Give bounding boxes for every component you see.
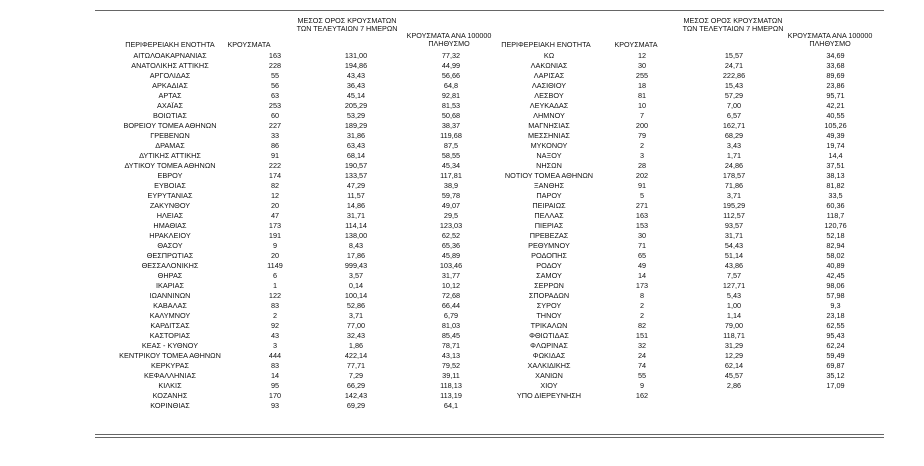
table-cell-cases: 3: [272, 341, 278, 350]
table-cell-avg: 45,14: [346, 91, 366, 100]
table-cell-per100k: 82,94: [826, 241, 845, 250]
table-cell-avg: 100,14: [344, 291, 368, 300]
table-cell-cases: 170: [268, 391, 282, 400]
table-cell-avg: 71,86: [724, 181, 744, 190]
table-cell-avg: 5,43: [726, 291, 742, 300]
table-cell-avg: 142,43: [344, 391, 368, 400]
table-cell-name: ΣΕΡΡΩΝ: [534, 281, 564, 290]
table-cell-cases: 153: [635, 221, 649, 230]
table-cell-cases: 1149: [267, 261, 283, 270]
table-cell-per100k: 85,45: [441, 331, 461, 340]
table-cell-name: ΝΑΞΟΥ: [536, 151, 562, 160]
table-cell-cases: 162: [635, 391, 649, 400]
table-cell-avg: 43,43: [346, 71, 366, 80]
table-cell-cases: 82: [270, 181, 280, 190]
table-cell-name: ΕΥΒΟΙΑΣ: [154, 181, 186, 190]
table-cell-avg: 45,57: [724, 371, 744, 380]
table-cell-cases: 151: [635, 331, 649, 340]
right-table-body: [495, 51, 884, 401]
table-cell-name: ΠΕΛΛΑΣ: [534, 211, 564, 220]
table-cell-cases: 30: [637, 231, 647, 240]
table-cell-cases: 174: [268, 171, 282, 180]
table-cell-per100k: 81,82: [826, 181, 845, 190]
table-cell-avg: 7,29: [348, 371, 364, 380]
table-cell-cases: 30: [637, 61, 647, 70]
table-cell-per100k: 59,78: [441, 191, 461, 200]
table-cell-name: ΘΗΡΑΣ: [157, 271, 183, 280]
table-cell-per100k: 38,13: [826, 171, 845, 180]
header-avg7-left: ΜΕΣΟΣ ΟΡΟΣ ΚΡΟΥΣΜΑΤΩΝ ΤΩΝ ΤΕΛΕΥΤΑΙΩΝ 7 ΗΜΕΡΩΝ: [296, 16, 398, 33]
table-cell-name: ΚΑΛΥΜΝΟΥ: [149, 311, 191, 320]
table-cell-name: ΔΥΤΙΚΗΣ ΑΤΤΙΚΗΣ: [139, 151, 201, 160]
table-cell-name: ΙΩΑΝΝΙΝΩΝ: [149, 291, 191, 300]
table-cell-per100k: 31,77: [441, 271, 461, 280]
table-cell-cases: 1: [272, 281, 278, 290]
header-cases-left: ΚΡΟΥΣΜΑΤΑ: [227, 40, 271, 49]
table-cell-per100k: 6,79: [443, 311, 459, 320]
table-cell-cases: 8: [639, 291, 645, 300]
table-cell-name: ΞΑΝΘΗΣ: [533, 181, 565, 190]
table-cell-cases: 43: [270, 331, 280, 340]
table-cell-cases: 60: [270, 111, 280, 120]
table-cell-avg: 1,14: [726, 311, 742, 320]
header-region-right: ΠΕΡΙΦΕΡΕΙΑΚΗ ΕΝΟΤΗΤΑ: [501, 40, 591, 49]
table-cell-avg: 52,86: [346, 301, 366, 310]
table-cell-per100k: 118,7: [826, 211, 845, 220]
table-cell-cases: 228: [268, 61, 282, 70]
table-cell-avg: 31,71: [346, 211, 366, 220]
table-cell-cases: 92: [270, 321, 280, 330]
table-cell-per100k: 42,21: [826, 101, 845, 110]
table-cell-avg: 54,43: [724, 241, 744, 250]
table-cell-per100k: 117,81: [440, 171, 462, 180]
table-cell-name: ΘΕΣΠΡΩΤΙΑΣ: [146, 251, 194, 260]
table-cell-cases: 253: [268, 101, 282, 110]
table-cell-per100k: 66,44: [441, 301, 461, 310]
table-cell-name: ΒΟΡΕΙΟΥ ΤΟΜΕΑ ΑΘΗΝΩΝ: [123, 121, 217, 130]
table-cell-avg: 2,86: [726, 381, 742, 390]
table-cell-cases: 2: [639, 141, 645, 150]
header-region-left: ΠΕΡΙΦΕΡΕΙΑΚΗ ΕΝΟΤΗΤΑ: [125, 40, 215, 49]
table-cell-name: ΧΑΛΚΙΔΙΚΗΣ: [527, 361, 571, 370]
table-cell-name: ΦΩΚΙΔΑΣ: [532, 351, 566, 360]
table-cell-per100k: 40,89: [826, 261, 845, 270]
table-cell-avg: 36,43: [346, 81, 366, 90]
table-cell-cases: 14: [270, 371, 280, 380]
table-cell-per100k: 42,45: [826, 271, 845, 280]
table-cell-cases: 9: [639, 381, 645, 390]
header-per100k-right: ΚΡΟΥΣΜΑΤΑ ΑΝΑ 100000 ΠΛΗΘΥΣΜΟ: [787, 31, 873, 48]
table-cell-cases: 49: [637, 261, 647, 270]
table-cell-name: ΛΑΚΩΝΙΑΣ: [530, 61, 568, 70]
table-cell-per100k: 40,55: [826, 111, 845, 120]
table-cell-name: ΜΕΣΣΗΝΙΑΣ: [528, 131, 570, 140]
table-cell-per100k: 92,81: [441, 91, 461, 100]
table-cell-per100k: 113,19: [440, 391, 462, 400]
table-cell-avg: 194,86: [344, 61, 368, 70]
table-cell-name: ΗΡΑΚΛΕΙΟΥ: [149, 231, 191, 240]
table-cell-name: ΜΑΓΝΗΣΙΑΣ: [528, 121, 570, 130]
left-table-body: [95, 51, 495, 411]
table-cell-cases: 93: [270, 401, 280, 410]
bottom-rule-double: [95, 437, 884, 438]
top-rule: [95, 10, 884, 11]
table-cell-cases: 95: [270, 381, 280, 390]
table-cell-avg: 68,14: [346, 151, 366, 160]
table-cell-per100k: 49,07: [441, 201, 461, 210]
table-cell-name: ΚΕΝΤΡΙΚΟΥ ΤΟΜΕΑ ΑΘΗΝΩΝ: [119, 351, 221, 360]
table-cell-name: ΚΑΣΤΟΡΙΑΣ: [149, 331, 191, 340]
table-cell-cases: 163: [268, 51, 282, 60]
table-cell-per100k: 81,53: [441, 101, 461, 110]
table-cell-avg: 8,43: [348, 241, 364, 250]
table-cell-avg: 24,86: [724, 161, 744, 170]
table-cell-avg: 422,14: [344, 351, 368, 360]
table-cell-avg: 195,29: [722, 201, 746, 210]
table-cell-avg: 3,71: [726, 191, 742, 200]
table-cell-avg: 7,00: [726, 101, 742, 110]
table-cell-per100k: 52,18: [826, 231, 845, 240]
table-cell-per100k: 62,24: [826, 341, 845, 350]
table-cell-avg: 14,86: [346, 201, 366, 210]
table-cell-name: ΚΟΖΑΝΗΣ: [152, 391, 188, 400]
table-cell-cases: 82: [637, 321, 647, 330]
table-cell-name: ΔΡΑΜΑΣ: [155, 141, 185, 150]
table-cell-avg: 190,57: [344, 161, 368, 170]
table-cell-per100k: 72,68: [441, 291, 461, 300]
table-cell-cases: 10: [637, 101, 647, 110]
table-cell-avg: 114,14: [345, 221, 367, 230]
table-cell-name: ΚΙΛΚΙΣ: [158, 381, 182, 390]
table-cell-cases: 20: [270, 251, 280, 260]
table-cell-avg: 133,57: [344, 171, 368, 180]
table-cell-per100k: 50,68: [441, 111, 461, 120]
table-cell-cases: 255: [635, 71, 649, 80]
table-cell-avg: 93,57: [724, 221, 744, 230]
table-cell-per100k: 19,74: [826, 141, 845, 150]
table-cell-avg: 63,43: [346, 141, 366, 150]
table-cell-cases: 83: [270, 301, 280, 310]
table-cell-avg: 32,43: [346, 331, 366, 340]
table-cell-name: ΚΟΡΙΝΘΙΑΣ: [150, 401, 190, 410]
table-cell-avg: 7,57: [726, 271, 742, 280]
table-cell-avg: 1,00: [726, 301, 742, 310]
table-cell-name: ΛΗΜΝΟΥ: [533, 111, 565, 120]
table-cell-name: ΧΑΝΙΩΝ: [535, 371, 563, 380]
table-cell-name: ΡΟΔΟΥ: [536, 261, 562, 270]
table-cell-cases: 32: [637, 341, 647, 350]
table-cell-cases: 56: [270, 81, 280, 90]
cases-table: [95, 14, 884, 432]
table-cell-per100k: 98,06: [826, 281, 845, 290]
table-cell-per100k: 79,52: [441, 361, 461, 370]
table-cell-per100k: 10,12: [441, 281, 461, 290]
table-cell-per100k: 35,12: [826, 371, 845, 380]
table-cell-name: ΚΑΒΑΛΑΣ: [153, 301, 187, 310]
table-cell-name: ΔΥΤΙΚΟΥ ΤΟΜΕΑ ΑΘΗΝΩΝ: [124, 161, 216, 170]
table-cell-name: ΚΕΡΚΥΡΑΣ: [150, 361, 190, 370]
table-cell-per100k: 103,46: [439, 261, 463, 270]
table-cell-avg: 1,86: [348, 341, 364, 350]
table-cell-per100k: 77,32: [441, 51, 461, 60]
table-cell-cases: 12: [637, 51, 647, 60]
table-cell-avg: 189,29: [344, 121, 368, 130]
table-cell-per100k: 29,5: [443, 211, 459, 220]
table-cell-avg: 47,29: [346, 181, 366, 190]
table-cell-cases: 86: [270, 141, 280, 150]
table-cell-name: ΑΡΓΟΛΙΔΑΣ: [149, 71, 191, 80]
table-cell-avg: 127,71: [722, 281, 746, 290]
table-cell-avg: 66,29: [346, 381, 366, 390]
table-cell-cases: 20: [270, 201, 280, 210]
table-cell-name: ΝΗΣΩΝ: [536, 161, 562, 170]
table-cell-avg: 3,57: [348, 271, 364, 280]
table-cell-avg: 17,86: [346, 251, 366, 260]
table-cell-name: ΣΥΡΟΥ: [536, 301, 562, 310]
table-cell-cases: 122: [268, 291, 282, 300]
table-cell-name: ΛΑΣΙΘΙΟΥ: [531, 81, 567, 90]
table-cell-cases: 18: [637, 81, 647, 90]
table-cell-per100k: 23,86: [826, 81, 845, 90]
table-cell-avg: 222,86: [722, 71, 746, 80]
table-cell-per100k: 17,09: [826, 381, 845, 390]
table-cell-per100k: 64,1: [443, 401, 459, 410]
table-cell-per100k: 23,18: [826, 311, 845, 320]
table-cell-avg: 31,86: [346, 131, 366, 140]
table-cell-cases: 24: [637, 351, 647, 360]
table-cell-per100k: 65,36: [441, 241, 461, 250]
table-cell-name: ΑΡΚΑΔΙΑΣ: [152, 81, 188, 90]
table-cell-avg: 77,71: [346, 361, 366, 370]
table-cell-cases: 163: [635, 211, 649, 220]
table-cell-avg: 6,57: [726, 111, 742, 120]
table-cell-per100k: 33,5: [828, 191, 843, 200]
table-cell-avg: 12,29: [724, 351, 744, 360]
table-cell-cases: 173: [635, 281, 649, 290]
table-cell-avg: 68,29: [724, 131, 744, 140]
table-cell-cases: 91: [270, 151, 280, 160]
table-cell-name: ΘΑΣΟΥ: [157, 241, 183, 250]
table-cell-cases: 9: [272, 241, 278, 250]
header-per100k-left: ΚΡΟΥΣΜΑΤΑ ΑΝΑ 100000 ΠΛΗΘΥΣΜΟ: [406, 31, 492, 48]
table-cell-per100k: 44,99: [441, 61, 461, 70]
table-cell-per100k: 89,69: [826, 71, 845, 80]
table-cell-name: ΚΩ: [543, 51, 555, 60]
table-cell-name: ΚΕΦΑΛΛΗΝΙΑΣ: [144, 371, 196, 380]
table-cell-avg: 131,00: [344, 51, 368, 60]
header-avg7-right: ΜΕΣΟΣ ΟΡΟΣ ΚΡΟΥΣΜΑΤΩΝ ΤΩΝ ΤΕΛΕΥΤΑΙΩΝ 7 ΗΜΕΡΩΝ: [682, 16, 784, 33]
table-cell-cases: 28: [637, 161, 647, 170]
table-cell-cases: 3: [639, 151, 645, 160]
table-cell-per100k: 33,68: [826, 61, 845, 70]
table-cell-name: ΦΘΙΩΤΙΔΑΣ: [529, 331, 569, 340]
table-cell-per100k: 9,3: [830, 301, 841, 310]
table-cell-name: ΚΕΑΣ - ΚΥΘΝΟΥ: [141, 341, 199, 350]
table-cell-name: ΑΝΑΤΟΛΙΚΗΣ ΑΤΤΙΚΗΣ: [131, 61, 209, 70]
table-cell-name: ΓΡΕΒΕΝΩΝ: [150, 131, 190, 140]
table-cell-cases: 6: [272, 271, 278, 280]
table-cell-avg: 999,43: [344, 261, 368, 270]
table-cell-per100k: 78,71: [441, 341, 461, 350]
table-cell-cases: 74: [637, 361, 647, 370]
table-cell-avg: 112,57: [723, 211, 745, 220]
table-cell-cases: 444: [268, 351, 282, 360]
table-cell-name: ΠΕΙΡΑΙΩΣ: [532, 201, 566, 210]
table-cell-avg: 69,29: [346, 401, 366, 410]
table-cell-avg: 15,43: [724, 81, 744, 90]
table-cell-per100k: 43,13: [441, 351, 461, 360]
table-cell-name: ΜΥΚΟΝΟΥ: [530, 141, 568, 150]
table-cell-name: ΤΡΙΚΑΛΩΝ: [530, 321, 568, 330]
table-cell-cases: 55: [637, 371, 647, 380]
table-cell-cases: 81: [637, 91, 647, 100]
table-cell-per100k: 95,43: [826, 331, 845, 340]
table-cell-per100k: 95,71: [826, 91, 845, 100]
table-cell-avg: 57,29: [724, 91, 744, 100]
table-cell-per100k: 64,8: [443, 81, 459, 90]
table-cell-name: ΑΙΤΩΛΟΑΚΑΡΝΑΝΙΑΣ: [133, 51, 207, 60]
table-cell-avg: 79,00: [724, 321, 744, 330]
table-cell-name: ΠΡΕΒΕΖΑΣ: [529, 231, 569, 240]
table-cell-name: ΡΟΔΟΠΗΣ: [531, 251, 567, 260]
table-cell-avg: 118,71: [723, 331, 745, 340]
table-cell-name: ΣΠΟΡΑΔΩΝ: [528, 291, 570, 300]
table-cell-per100k: 56,66: [441, 71, 461, 80]
table-cell-name: ΛΕΥΚΑΔΑΣ: [529, 101, 569, 110]
table-cell-avg: 31,71: [724, 231, 744, 240]
table-cell-name: ΛΑΡΙΣΑΣ: [533, 71, 565, 80]
table-cell-per100k: 81,03: [441, 321, 461, 330]
table-cell-name: ΣΑΜΟΥ: [536, 271, 562, 280]
table-cell-per100k: [787, 391, 884, 401]
table-cell-per100k: 120,76: [824, 221, 847, 230]
table-cell-cases: 47: [270, 211, 280, 220]
table-cell-per100k: 59,49: [826, 351, 845, 360]
table-cell-name: ΕΥΡΥΤΑΝΙΑΣ: [147, 191, 193, 200]
table-cell-per100k: 45,89: [441, 251, 461, 260]
table-cell-per100k: 119,68: [440, 131, 462, 140]
table-cell-per100k: 38,37: [441, 121, 461, 130]
table-cell-name: ΦΛΩΡΙΝΑΣ: [530, 341, 568, 350]
table-cell-cases: 2: [272, 311, 278, 320]
table-cell-avg: 24,71: [724, 61, 744, 70]
table-cell-per100k: 62,55: [826, 321, 845, 330]
table-cell-avg: 3,71: [348, 311, 364, 320]
table-cell-per100k: 105,26: [824, 121, 847, 130]
table-cell-per100k: 34,69: [826, 51, 845, 60]
table-cell-name: ΗΛΕΙΑΣ: [156, 211, 184, 220]
table-cell-name: ΕΒΡΟΥ: [157, 171, 183, 180]
table-cell-name: ΥΠΟ ΔΙΕΡΕΥΝΗΣΗ: [516, 391, 582, 400]
bottom-rule: [95, 434, 884, 435]
table-cell-per100k: 123,03: [439, 221, 463, 230]
table-cell-name: ΙΚΑΡΙΑΣ: [155, 281, 185, 290]
table-cell-cases: 7: [639, 111, 645, 120]
table-cell-name: ΠΙΕΡΙΑΣ: [534, 221, 564, 230]
table-cell-avg: 11,57: [347, 191, 365, 200]
table-cell-avg: [681, 391, 787, 401]
table-cell-per100k: 45,34: [441, 161, 461, 170]
table-cell-avg: 31,29: [724, 341, 744, 350]
table-cell-name: ΖΑΚΥΝΘΟΥ: [149, 201, 191, 210]
table-cell-avg: 43,86: [724, 261, 744, 270]
table-cell-avg: 77,00: [346, 321, 366, 330]
table-cell-avg: 53,29: [346, 111, 366, 120]
table-cell-cases: 91: [637, 181, 647, 190]
table-cell-cases: 271: [635, 201, 649, 210]
table-cell-cases: 200: [635, 121, 649, 130]
table-cell-avg: 178,57: [722, 171, 746, 180]
table-cell-per100k: 87,5: [443, 141, 459, 150]
table-cell-cases: 63: [270, 91, 280, 100]
table-cell-cases: 222: [268, 161, 282, 170]
table-cell-cases: 33: [270, 131, 280, 140]
table-cell-avg: 138,00: [344, 231, 368, 240]
table-cell-avg: 162,71: [722, 121, 746, 130]
table-cell-per100k: 39,11: [442, 371, 460, 380]
table-cell-cases: 12: [270, 191, 280, 200]
table-cell-name: ΒΟΙΩΤΙΑΣ: [153, 111, 187, 120]
table-cell-per100k: 57,98: [826, 291, 845, 300]
table-cell-cases: 2: [639, 301, 645, 310]
table-cell-name: ΛΕΣΒΟΥ: [534, 91, 564, 100]
table-cell-per100k: 69,87: [826, 361, 845, 370]
table-cell-name: ΚΑΡΔΙΤΣΑΣ: [150, 321, 190, 330]
table-cell-name: ΠΑΡΟΥ: [536, 191, 562, 200]
table-cell-cases: 83: [270, 361, 280, 370]
table-cell-cases: 55: [270, 71, 280, 80]
table-cell-avg: 15,57: [724, 51, 744, 60]
table-cell-per100k: 118,13: [440, 381, 462, 390]
table-cell-per100k: 62,52: [441, 231, 461, 240]
table-cell-per100k: 60,36: [826, 201, 845, 210]
header-cases-right: ΚΡΟΥΣΜΑΤΑ: [614, 40, 658, 49]
table-cell-avg: 205,29: [344, 101, 368, 110]
table-cell-cases: 79: [637, 131, 647, 140]
table-cell-per100k: 49,39: [826, 131, 845, 140]
table-cell-avg: 62,14: [724, 361, 744, 370]
table-cell-cases: 2: [639, 311, 645, 320]
table-cell-name: ΧΙΟΥ: [540, 381, 558, 390]
table-cell-per100k: 38,9: [443, 181, 459, 190]
table-cell-cases: 202: [635, 171, 649, 180]
table-cell-name: ΘΕΣΣΑΛΟΝΙΚΗΣ: [141, 261, 199, 270]
table-cell-avg: 1,71: [726, 151, 742, 160]
table-cell-cases: 14: [637, 271, 647, 280]
table-cell-avg: 3,43: [726, 141, 742, 150]
table-cell-per100k: 37,51: [826, 161, 845, 170]
table-cell-per100k: 14,4: [828, 151, 843, 160]
table-cell-cases: 173: [268, 221, 282, 230]
table-cell-cases: 65: [637, 251, 647, 260]
table-cell-cases: 191: [268, 231, 282, 240]
table-cell-name: ΗΜΑΘΙΑΣ: [153, 221, 187, 230]
table-cell-cases: 71: [637, 241, 647, 250]
table-cell-name: ΑΧΑΪΑΣ: [156, 101, 183, 110]
table-cell-cases: 5: [639, 191, 645, 200]
table-cell-per100k: 58,02: [826, 251, 845, 260]
table-cell-name: ΡΕΘΥΜΝΟΥ: [528, 241, 570, 250]
table-cell-avg: 0,14: [348, 281, 364, 290]
table-cell-name: ΝΟΤΙΟΥ ΤΟΜΕΑ ΑΘΗΝΩΝ: [504, 171, 594, 180]
table-cell-avg: 51,14: [724, 251, 744, 260]
table-cell-name: ΤΗΝΟΥ: [536, 311, 562, 320]
table-cell-per100k: 58,55: [441, 151, 461, 160]
table-cell-cases: 227: [268, 121, 282, 130]
table-cell-name: ΑΡΤΑΣ: [158, 91, 182, 100]
